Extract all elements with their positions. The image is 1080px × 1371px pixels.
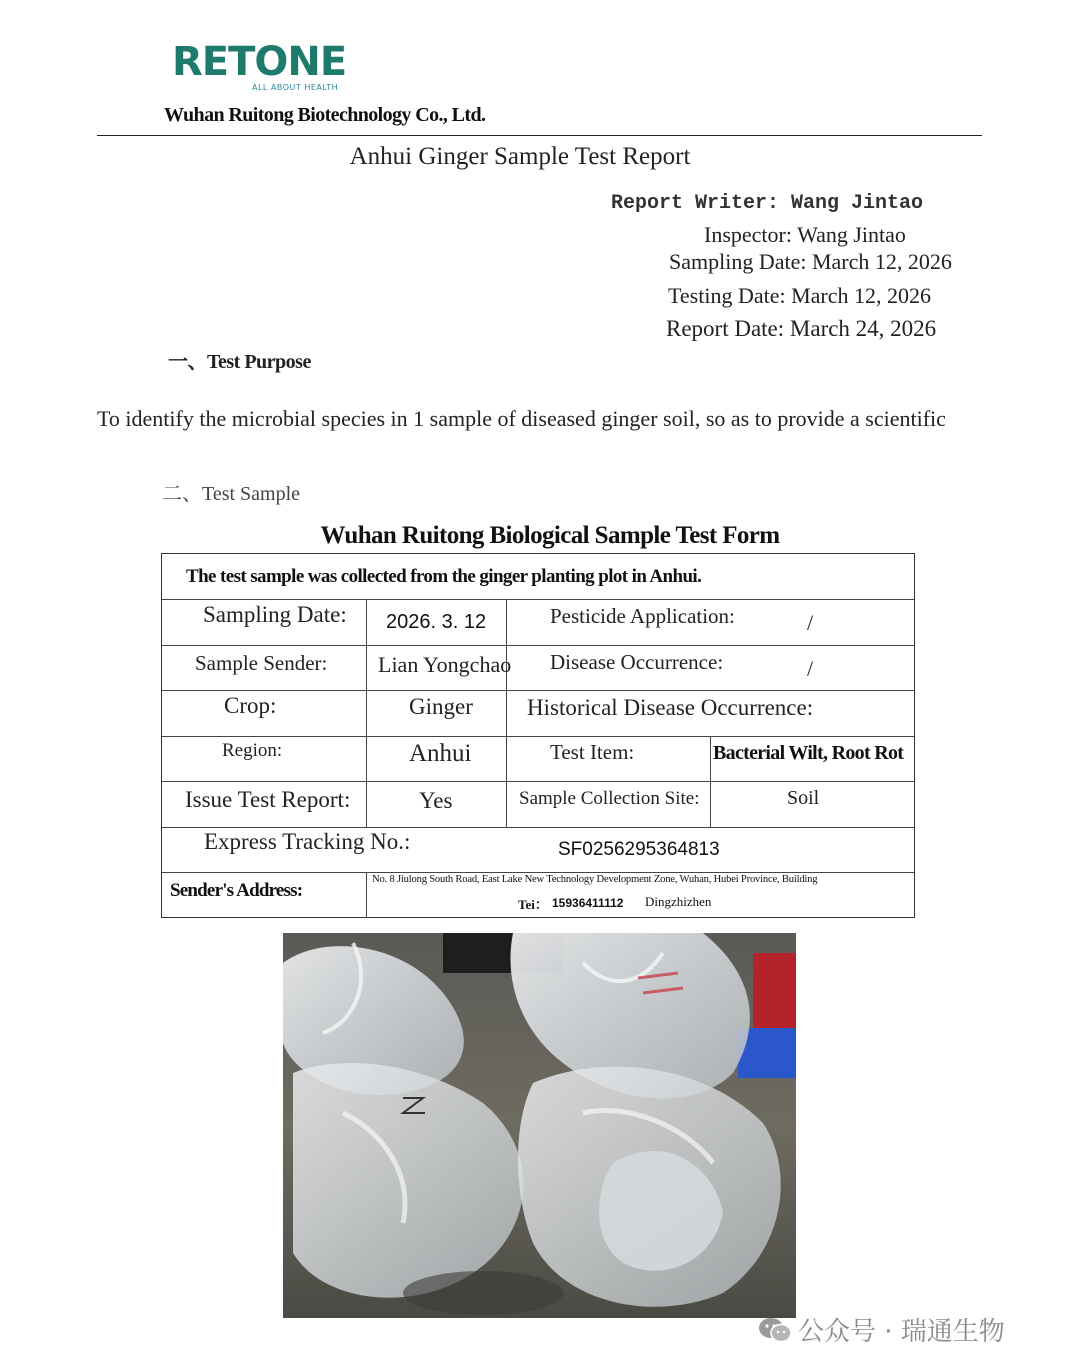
- tel-label: Tei：: [518, 897, 548, 912]
- section-heading-sample: 二、Test Sample: [162, 483, 301, 505]
- sampling-date-value: 2026. 3. 12: [386, 611, 487, 633]
- collection-site-label: Sample Collection Site:: [519, 788, 700, 809]
- test-item-label: Test Item:: [550, 740, 635, 764]
- sampling-date-label: Sampling Date:: [203, 602, 347, 627]
- sample-bags-photo: [283, 933, 796, 1318]
- table-row-divider: [162, 872, 914, 873]
- logo-tagline: ALL ABOUT HEALTH: [252, 83, 339, 92]
- pesticide-label: Pesticide Application:: [550, 604, 735, 628]
- sampling-date: Sampling Date: March 12, 2026: [669, 249, 952, 274]
- table-col-divider: [506, 599, 507, 827]
- table-col-divider: [366, 872, 367, 918]
- tracking-value: SF0256295364813: [558, 839, 720, 860]
- tel-value: 15936411112: [552, 896, 624, 910]
- wechat-icon: [758, 1317, 792, 1341]
- report-date: Report Date: March 24, 2026: [666, 316, 937, 341]
- table-row-divider: [162, 690, 914, 691]
- crop-value: Ginger: [409, 694, 473, 719]
- company-name: Wuhan Ruitong Biotechnology Co., Ltd.: [164, 104, 486, 126]
- issue-report-label: Issue Test Report:: [185, 787, 351, 812]
- table-row-divider: [162, 645, 914, 646]
- region-value: Anhui: [409, 740, 472, 767]
- collection-site-value: Soil: [787, 787, 820, 809]
- form-title: Wuhan Ruitong Biological Sample Test Form: [320, 522, 780, 549]
- company-logo: [172, 40, 372, 100]
- table-row-divider: [162, 827, 914, 828]
- form-intro: The test sample was collected from the ginger planting plot in Anhui.: [186, 566, 702, 587]
- section-heading-purpose: 一、Test Purpose: [168, 351, 311, 373]
- purpose-text: To identify the microbial species in 1 sample of diseased ginger soil, so as to provide a scientific: [97, 406, 946, 431]
- table-row-divider: [162, 599, 914, 600]
- sample-test-form-table: [161, 553, 915, 918]
- table-row-divider: [162, 781, 914, 782]
- report-title: Anhui Ginger Sample Test Report: [349, 143, 691, 170]
- sample-sender-label: Sample Sender:: [195, 651, 328, 675]
- test-item-value: Bacterial Wilt, Root Rot: [713, 742, 904, 764]
- table-col-divider: [366, 599, 367, 827]
- report-writer: Report Writer: Wang Jintao: [611, 192, 924, 215]
- disease-occurrence-label: Disease Occurrence:: [550, 650, 724, 674]
- inspector: Inspector: Wang Jintao: [704, 222, 906, 247]
- crop-label: Crop:: [224, 693, 277, 718]
- sample-bags-illustration: [283, 933, 796, 1318]
- table-col-divider: [710, 736, 711, 827]
- sender-address-value: No. 8 Jiulong South Road, East Lake New Technology Development Zone, Wuhan, Hubei Province, Building: [372, 874, 818, 885]
- logo-text: RETONE: [172, 39, 347, 85]
- sample-sender-value: Lian Yongchao: [378, 652, 512, 677]
- header-divider: [97, 135, 982, 136]
- tracking-label: Express Tracking No.:: [204, 829, 411, 854]
- table-row-divider: [162, 736, 914, 737]
- testing-date: Testing Date: March 12, 2026: [668, 283, 932, 308]
- pesticide-value: /: [807, 610, 814, 635]
- contact-name: Dingzhizhen: [645, 894, 712, 909]
- disease-occurrence-value: /: [807, 656, 814, 681]
- historical-disease-label: Historical Disease Occurrence:: [527, 695, 814, 720]
- wechat-watermark: [758, 1311, 1005, 1348]
- watermark-text: 公众号 · 瑞通生物: [798, 1317, 1005, 1347]
- issue-report-value: Yes: [419, 788, 453, 813]
- sender-address-label: Sender's Address:: [170, 880, 303, 901]
- region-label: Region:: [222, 740, 283, 761]
